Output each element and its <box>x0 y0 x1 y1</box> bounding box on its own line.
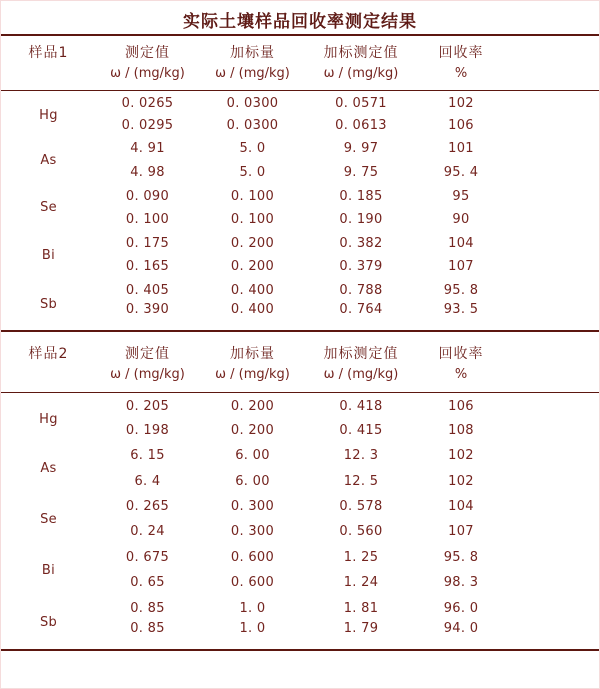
col-header-recovery: 回收率 <box>438 45 484 61</box>
header-unit-row <box>1 364 600 392</box>
value-cell: 90 <box>452 212 470 228</box>
value-cell: 0. 764 <box>339 302 383 318</box>
value-cell: 0. 0300 <box>226 96 279 112</box>
value-cell: 0. 65 <box>130 575 165 591</box>
value-cell: 1. 81 <box>343 600 379 616</box>
value-cell: 0. 190 <box>339 212 383 228</box>
value-cell: 106 <box>448 117 474 133</box>
value-cell: 0. 0295 <box>121 117 174 133</box>
value-cell: 0. 175 <box>125 235 170 251</box>
element-cell: Hg <box>39 411 58 427</box>
col-header-spiked-amount: 加标量 <box>230 346 275 363</box>
value-cell: 0. 200 <box>230 422 275 438</box>
value-cell: 9. 97 <box>343 141 379 157</box>
value-cell: 107 <box>448 259 474 275</box>
value-cell: 0. 85 <box>130 620 165 636</box>
value-cell: 0. 0265 <box>121 96 174 112</box>
value-cell: 6. 15 <box>130 448 165 464</box>
value-cell: 0. 85 <box>130 600 165 616</box>
value-cell: 0. 379 <box>339 259 383 275</box>
unit-recovery: % <box>416 364 600 392</box>
value-cell: 0. 165 <box>125 259 170 275</box>
value-cell: 0. 600 <box>230 575 275 591</box>
value-cell: 12. 5 <box>343 473 379 489</box>
value-cell: 1. 79 <box>343 620 379 636</box>
value-cell: 0. 200 <box>230 235 275 251</box>
value-cell: 0. 300 <box>230 524 275 540</box>
table-row <box>1 443 600 468</box>
table-row <box>1 494 600 519</box>
unit-spiked-measured: ω / (mg/kg) <box>306 364 416 392</box>
table-row <box>1 232 600 256</box>
value-cell: 101 <box>448 141 474 157</box>
value-cell: 0. 100 <box>230 188 275 204</box>
value-cell: 0. 200 <box>230 259 275 275</box>
page-title: 实际土壤样品回收率测定结果 <box>183 12 417 32</box>
value-cell: 0. 390 <box>125 302 170 318</box>
value-cell: 6. 4 <box>134 473 161 489</box>
value-cell: 95. 4 <box>443 165 479 181</box>
value-cell: 1. 0 <box>239 620 266 636</box>
value-cell: 0. 300 <box>230 499 275 515</box>
unit-spiked-amount: ω / (mg/kg) <box>199 364 306 392</box>
value-cell: 94. 0 <box>443 620 479 636</box>
element-cell: Bi <box>41 562 56 578</box>
table-row <box>1 279 600 303</box>
table-header <box>1 332 600 392</box>
element-cell: Sb <box>39 614 58 630</box>
unit-measured: ω / (mg/kg) <box>96 63 199 90</box>
value-cell: 0. 185 <box>339 188 383 204</box>
value-cell: 0. 205 <box>125 399 170 415</box>
recovery-table-sample-1 <box>1 34 600 332</box>
value-cell: 106 <box>448 399 474 415</box>
title-bar <box>1 1 599 34</box>
table-row <box>1 90 600 114</box>
value-cell: 6. 00 <box>235 448 270 464</box>
value-cell: 0. 405 <box>125 283 170 299</box>
value-cell: 95. 8 <box>443 283 479 299</box>
value-cell: 1. 24 <box>343 575 379 591</box>
col-header-spiked-amount: 加标量 <box>230 45 275 61</box>
header-label-row <box>1 35 600 63</box>
recovery-table-sample-2 <box>1 332 600 651</box>
value-cell: 104 <box>448 499 474 515</box>
value-cell: 0. 0613 <box>335 117 387 133</box>
value-cell: 96. 0 <box>443 600 479 616</box>
value-cell: 107 <box>448 524 474 540</box>
table-row <box>1 545 600 570</box>
col-header-recovery: 回收率 <box>438 346 484 363</box>
element-cell: Sb <box>39 297 58 313</box>
value-cell: 0. 400 <box>230 283 275 299</box>
unit-spiked-measured: ω / (mg/kg) <box>306 63 416 90</box>
col-header-measured: 测定值 <box>125 346 170 363</box>
value-cell: 1. 25 <box>343 549 379 565</box>
value-cell: 9. 75 <box>343 165 379 181</box>
value-cell: 102 <box>448 448 474 464</box>
value-cell: 6. 00 <box>235 473 270 489</box>
value-cell: 0. 675 <box>125 549 170 565</box>
unit-measured: ω / (mg/kg) <box>96 364 199 392</box>
sample-label: 样品1 <box>28 45 69 61</box>
value-cell: 12. 3 <box>343 448 379 464</box>
value-cell: 95. 8 <box>443 549 479 565</box>
value-cell: 4. 98 <box>130 165 165 181</box>
spacer-cell <box>1 364 96 392</box>
value-cell: 0. 100 <box>125 212 170 228</box>
header-unit-row <box>1 63 600 90</box>
value-cell: 0. 24 <box>130 524 165 540</box>
value-cell: 1. 0 <box>239 600 266 616</box>
value-cell: 5. 0 <box>239 141 266 157</box>
value-cell: 0. 415 <box>339 422 383 438</box>
value-cell: 0. 198 <box>125 422 170 438</box>
element-cell: Hg <box>39 107 58 123</box>
value-cell: 0. 400 <box>230 302 275 318</box>
value-cell: 0. 788 <box>339 283 383 299</box>
col-header-spiked-measured: 加标测定值 <box>323 45 399 61</box>
unit-recovery: % <box>416 63 600 90</box>
value-cell: 95 <box>452 188 470 204</box>
spacer-cell <box>1 63 96 90</box>
value-cell: 5. 0 <box>239 165 266 181</box>
value-cell: 0. 0571 <box>335 96 387 112</box>
element-cell: Bi <box>41 247 56 263</box>
value-cell: 0. 578 <box>339 499 383 515</box>
table-row <box>1 184 600 208</box>
value-cell: 0. 418 <box>339 399 383 415</box>
value-cell: 104 <box>448 235 474 251</box>
unit-spiked-amount: ω / (mg/kg) <box>199 63 306 90</box>
col-header-measured: 测定值 <box>125 45 170 61</box>
value-cell: 0. 382 <box>339 235 383 251</box>
element-cell: As <box>40 461 57 477</box>
col-header-spiked-measured: 加标测定值 <box>323 346 399 363</box>
element-cell: Se <box>40 511 57 527</box>
value-cell: 102 <box>448 473 474 489</box>
value-cell: 102 <box>448 96 474 112</box>
value-cell: 0. 0300 <box>226 117 279 133</box>
element-cell: As <box>40 153 57 169</box>
table-row <box>1 392 600 417</box>
value-cell: 4. 91 <box>130 141 165 157</box>
header-label-row <box>1 332 600 364</box>
value-cell: 0. 100 <box>230 212 275 228</box>
sample-label: 样品2 <box>28 346 69 363</box>
value-cell: 108 <box>448 422 474 438</box>
table-body <box>1 90 600 331</box>
table-row <box>1 137 600 161</box>
value-cell: 0. 200 <box>230 399 275 415</box>
table-header <box>1 35 600 90</box>
value-cell: 0. 600 <box>230 549 275 565</box>
value-cell: 93. 5 <box>443 302 479 318</box>
value-cell: 0. 560 <box>339 524 383 540</box>
value-cell: 0. 265 <box>125 499 170 515</box>
value-cell: 98. 3 <box>443 575 479 591</box>
table-row <box>1 595 600 620</box>
value-cell: 0. 090 <box>125 188 170 204</box>
table-body <box>1 392 600 650</box>
element-cell: Se <box>40 200 57 216</box>
